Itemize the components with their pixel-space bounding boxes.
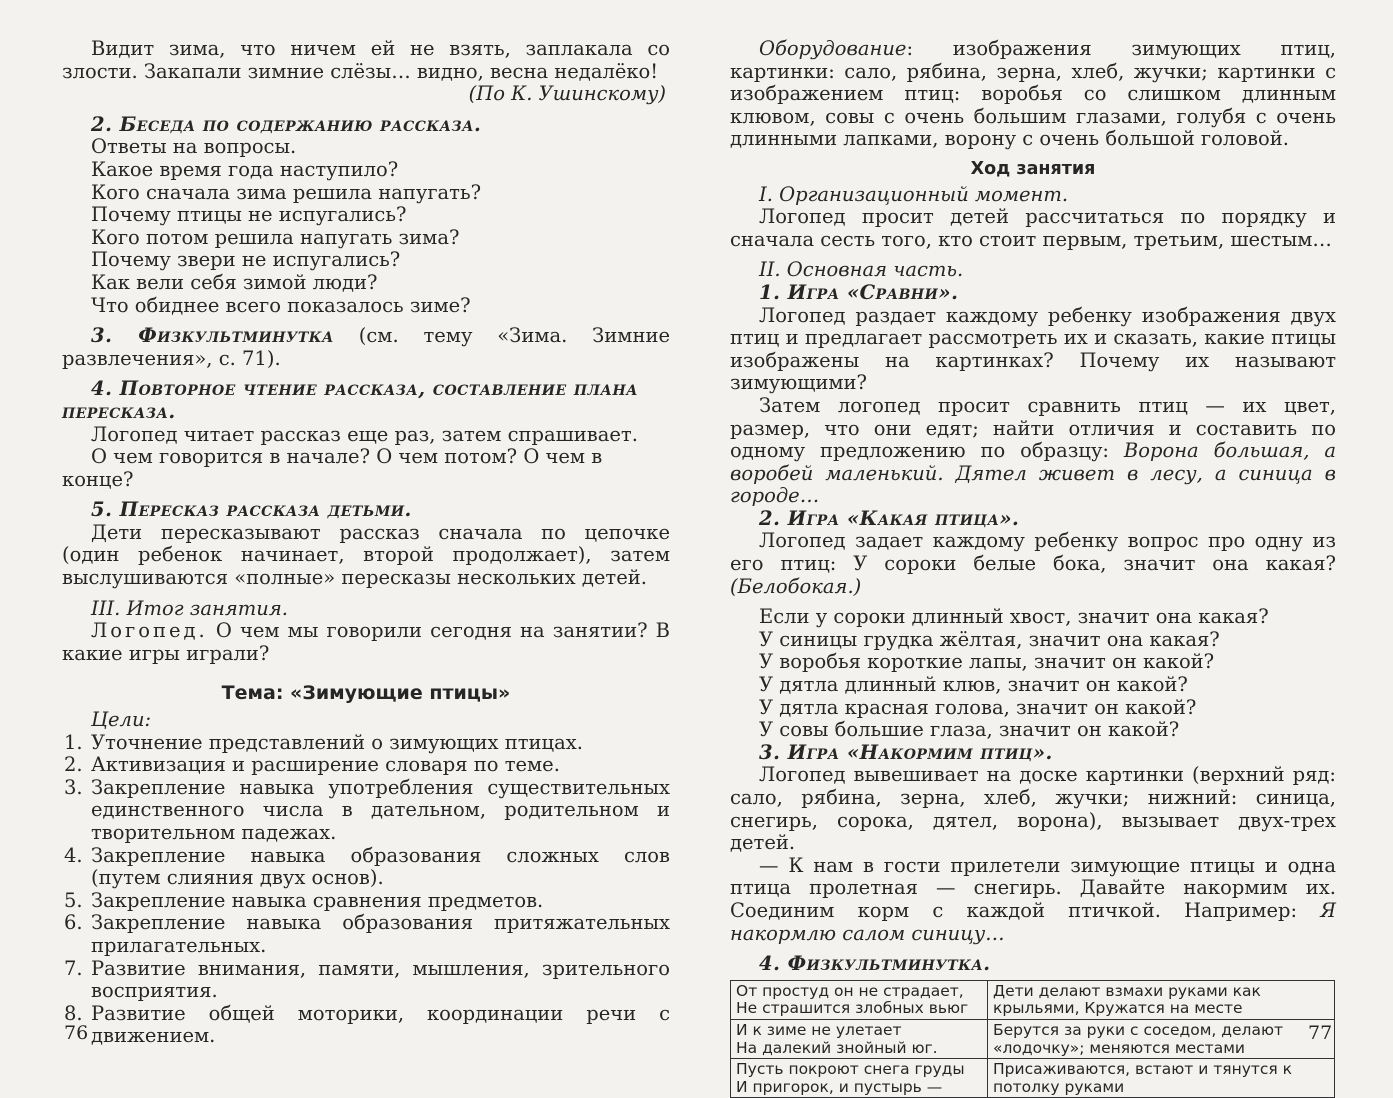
right-page [730,38,1336,1098]
game3-speech [730,855,1336,945]
question-line: У совы большие глаза, значит он какой? [759,718,1180,742]
page-number-left: 76 [64,1022,89,1044]
goal-item [62,845,670,890]
question-line: Что обиднее всего показалось зиме? [91,293,471,317]
verse-line: Пусть покроют снега груды [736,1060,965,1079]
step5-text: Дети пересказывают рассказ сначала по цепочке (один ребенок начинает, второй продолжает), затем выслушиваются «полные» пересказы нескольких детей. [62,520,670,590]
story-source: (По К. Ушинскому) [468,82,666,106]
game1-text-2 [730,395,1336,508]
goal-text: Закрепление навыка образования сложных слов (путем слияния двух основ). [91,843,670,890]
game1-text: Логопед раздает каждому ребенку изображения двух птиц и предлагает рассмотреть их и сказать, какие птицы изображены на картинках? Почему их называют зимующими? [730,303,1336,395]
step2-heading: 2. Беседа по содержанию рассказа. [91,112,482,136]
game2-answer: (Белобокая.) [730,574,862,598]
question-line: Если у сороки длинный хвост, значит она какая? [759,605,1269,629]
goal-text: Уточнение представлений о зимующих птицах. [91,730,583,754]
verse-cell [731,1019,988,1058]
action-cell: Дети делают взмахи руками как крыльями, Кружатся на месте [988,980,1335,1019]
part1-text: Логопед просит детей рассчитаться по порядку и сначала сесть того, кто стоит первым, третьим, шестым… [730,205,1336,251]
part1-heading: I. Организационный момент. [759,182,1069,206]
goal-item [62,777,670,845]
goal-number: 3. [64,775,83,799]
speaker-label: Логопед. [91,619,208,643]
table-row [731,980,1335,1019]
step4-heading-right: 4. Физкультминутка. [759,952,991,976]
goal-number: 4. [64,843,83,867]
lesson-title: Ход занятия [970,158,1096,179]
step4-heading: 4. Повторное чтение рассказа, составление плана пересказа. [62,377,639,423]
goal-number: 1. [64,730,83,754]
goal-number: 5. [64,888,83,912]
goal-item [62,1003,670,1048]
step3-text: (см. тему «Зима. Зимние развлечения», с. 71). [62,324,670,370]
verse-line: На далекий знойный юг. [736,1038,938,1057]
table-row [731,1019,1335,1058]
goal-text: Развитие внимания, памяти, мышления, зрительного восприятия. [91,956,670,1003]
question-line: У воробья короткие лапы, значит он какой? [759,650,1215,674]
part3-paragraph [62,620,670,665]
goal-text: Закрепление навыка образования притяжательных прилагательных. [91,911,670,957]
game1-heading: 1. Игра «Сравни». [759,280,959,304]
page-number-right: 77 [1308,1022,1333,1044]
goal-text: Закрепление навыка сравнения предметов. [91,888,544,912]
goal-item [62,732,670,755]
question-line: Почему звери не испугались? [91,248,401,272]
verse-line: И пригорок, и пустырь — [736,1077,943,1096]
question-line: У синицы грудка жёлтая, значит она какая? [759,627,1220,651]
game2-text [730,530,1336,598]
equipment-paragraph [730,38,1336,151]
game2-heading: 2. Игра «Какая птица». [759,506,1020,530]
step4-line: О чем говорится в начале? О чем потом? О чем в конце? [62,445,603,491]
question-line: У дятла красная голова, значит он какой? [759,695,1197,719]
goal-text: Закрепление навыка употребления существительных единственного числа в дательном, родительном и творительном падежах. [91,775,670,844]
exercise-table [730,980,1335,1098]
question-line: Кого сначала зима решила напугать? [91,180,482,204]
part3-text: О чем мы говорили сегодня на занятии? В какие игры играли? [62,619,670,665]
goal-text: Развитие общей моторики, координации речи с движением. [91,1001,670,1048]
question-line: Почему птицы не испугались? [91,203,407,227]
part2-heading: II. Основная часть. [759,258,964,282]
goal-item [62,912,670,957]
equipment-label: Оборудование [759,37,907,60]
goal-item [62,754,670,777]
goal-number: 7. [64,956,83,980]
goal-number: 2. [64,753,83,777]
goal-number: 6. [64,911,83,935]
verse-cell [731,1059,988,1098]
verse-line: И к зиме не улетает [736,1020,902,1039]
goal-item [62,958,670,1003]
action-cell: Присаживаются, встают и тянутся к потолку руками [988,1059,1335,1098]
table-row [731,1059,1335,1098]
game3-speech-text: — К нам в гости прилетели зимующие птицы и одна птица пролетная — снегирь. Давайте накормим их. Соединим корм с каждой птичкой. Например: [730,853,1336,922]
question-line: Как вели себя зимой люди? [91,270,378,294]
step3-heading: 3. Физкультминутка [91,324,334,348]
verse-line: Не страшится злобных вьюг [736,999,969,1018]
verse-line: От простуд он не страдает, [736,981,964,1000]
step4-line: Логопед читает рассказ еще раз, затем спрашивает. [91,422,638,446]
theme-title: Тема: «Зимующие птицы» [221,682,511,705]
equipment-text: : изображения зимующих птиц, картинки: сало, рябина, зерна, хлеб, жучки; картинки с изображением птиц: воробья со слишком длинным клювом, совы с очень большим глазами, голубя с очень длинными лапками, ворону с очень большой головой. [730,37,1336,151]
verse-cell [731,980,988,1019]
game3-example: Я накормлю салом синицу… [730,898,1336,945]
question-line: У дятла длинный клюв, значит он какой? [759,673,1188,697]
game2-question-list [730,606,1336,742]
step5-heading: 5. Пересказ рассказа детьми. [91,498,412,522]
action-cell: Берутся за руки с соседом, делают «лодочку»; меняются местами [988,1019,1335,1058]
goal-text: Активизация и расширение словаря по теме. [91,753,560,777]
step2-intro: Ответы на вопросы. [91,135,297,159]
part3-heading: III. Итог занятия. [91,596,288,620]
game3-heading: 3. Игра «Накормим птиц». [759,740,1053,764]
game1-example: Ворона большая, а воробей маленький. Дятел живет в лесу, а синица в городе… [730,439,1336,508]
goal-number: 8. [64,1001,83,1025]
question-line: Кого потом решила напугать зима? [91,225,460,249]
goals-list [62,732,670,1048]
goal-item [62,890,670,913]
goals-label: Цели: [91,708,152,732]
step3-paragraph [62,325,670,370]
game1-instruction: Затем логопед просит сравнить птиц — их цвет, размер, что они едят; найти отличия и составить по одному предложению по образцу: [730,393,1336,463]
story-tail: Видит зима, что ничем ей не взять, заплакала со злости. Закапали зимние слёзы… видно, весна недалёко! [62,37,670,83]
question-line: Какое время года наступило? [91,157,399,181]
game2-question: Логопед задает каждому ребенку вопрос про одну из его птиц: У сороки белые бока, значит она какая? [730,529,1336,576]
left-page [62,38,670,1048]
game3-text: Логопед вывешивает на доске картинки (верхний ряд: сало, рябина, зерна, хлеб, жучки; нижний: синица, снегирь, сорока, дятел, ворона), вызывает двух-трех детей. [730,763,1336,855]
